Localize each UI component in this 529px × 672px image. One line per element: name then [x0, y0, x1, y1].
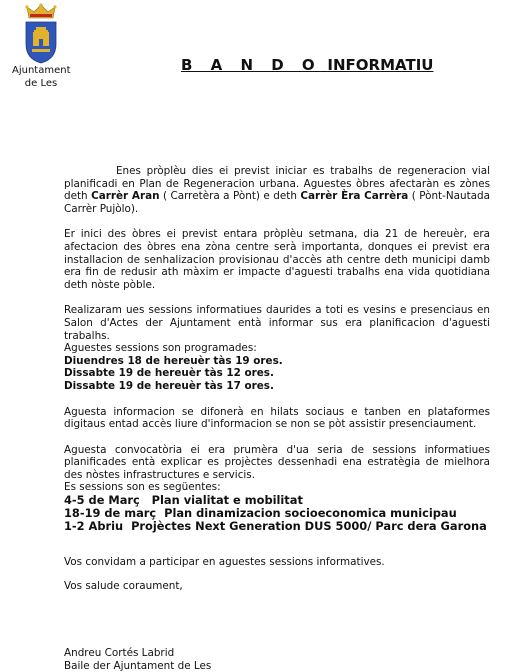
- document-title: [181, 56, 433, 74]
- signer-role: Baile der Ajuntament de Les: [64, 659, 212, 672]
- para1-text-after: ( Pònt-Nautada Carrèr Pujòlo).: [64, 190, 490, 215]
- session-item: Dissabte 19 de hereuèr tàs 12 ores.: [64, 367, 274, 380]
- sessions-lead: Aguestes sessions son programades:: [64, 342, 257, 355]
- paragraph-dissemination: Aguesta informacion se difonerà en hilats sociaus e tanben en plataformes digitaus entad accès liure d'informacion se non se pòt assistir presenciaument.: [64, 405, 490, 431]
- paragraph-works-start: Er inici des òbres ei previst entara pròplèu setmana, dia 21 de hereuèr, era afectacion des òbres ena zòna centre serà importanta, donques ei previst era installacion de senhalizacion provisionau d'accès ath centre deth municipi damb era fin de redusir ath màxim er impacte d'aguesti trabalhs ena vida quotidiana deth nòste pòble.: [64, 228, 490, 291]
- municipal-logo: [12, 2, 70, 94]
- schedule-lead: Es sessions son es següentes:: [64, 481, 221, 494]
- schedule-item: 1-2 Abriu Projèctes Next Generation DUS 5000/ Parc dera Garona: [64, 519, 487, 534]
- signer-name: Andreu Cortés Labrid: [64, 647, 175, 660]
- street-name-era-carrera: Carrèr Èra Carrèra: [300, 190, 409, 203]
- coat-of-arms-icon: [21, 2, 61, 64]
- schedule-item: 18-19 de març Plan dinamizacion socioeconomica municipau: [64, 506, 457, 521]
- schedule-item: 4-5 de Març Plan vialitat e mobilitat: [64, 493, 303, 508]
- document-title-part2: INFORMATIU: [327, 56, 434, 74]
- document-body: [64, 165, 490, 672]
- municipality-name-line2: de Les: [24, 78, 58, 89]
- paragraph-info-sessions: Realizaram ues sessions informatiues daurides a toti es vesins e presenciaus en Salon d'Actes der Ajuntament entà informar sus era planificacion d'aguesti trabalhs.: [64, 304, 490, 342]
- closing-greeting: Vos salude coraument,: [64, 579, 183, 592]
- para1-text-mid: ( Carretèra a Pònt) e deth: [159, 190, 301, 203]
- street-name-aran: Carrèr Aran: [91, 190, 160, 203]
- para1-text-before: Enes pròplèu dies ei previst iniciar es trabalhs de regeneracion vial planificadi en Plan de Regeneracion urbana. Aguestes òbres afectaràn es zònes deth: [64, 165, 490, 203]
- invitation-text: Vos convidam a participar en aguestes sessions informatives.: [64, 556, 385, 569]
- session-item: Diuendres 18 de hereuèr tàs 19 ores.: [64, 354, 283, 367]
- municipality-name-line1: Ajuntament: [12, 65, 71, 76]
- paragraph-works-announcement: [64, 165, 490, 215]
- paragraph-convocation: Aguesta convocatòria ei era prumèra d'ua seria de sessions informatiues planificades entà explicar es projèctes dessenhadi ena estratègia de mielhora des nòstes infrastructures e servicis.: [64, 443, 490, 481]
- document-title-part1: B A N D O: [181, 56, 321, 74]
- session-item: Dissabte 19 de hereuèr tàs 17 ores.: [64, 379, 274, 392]
